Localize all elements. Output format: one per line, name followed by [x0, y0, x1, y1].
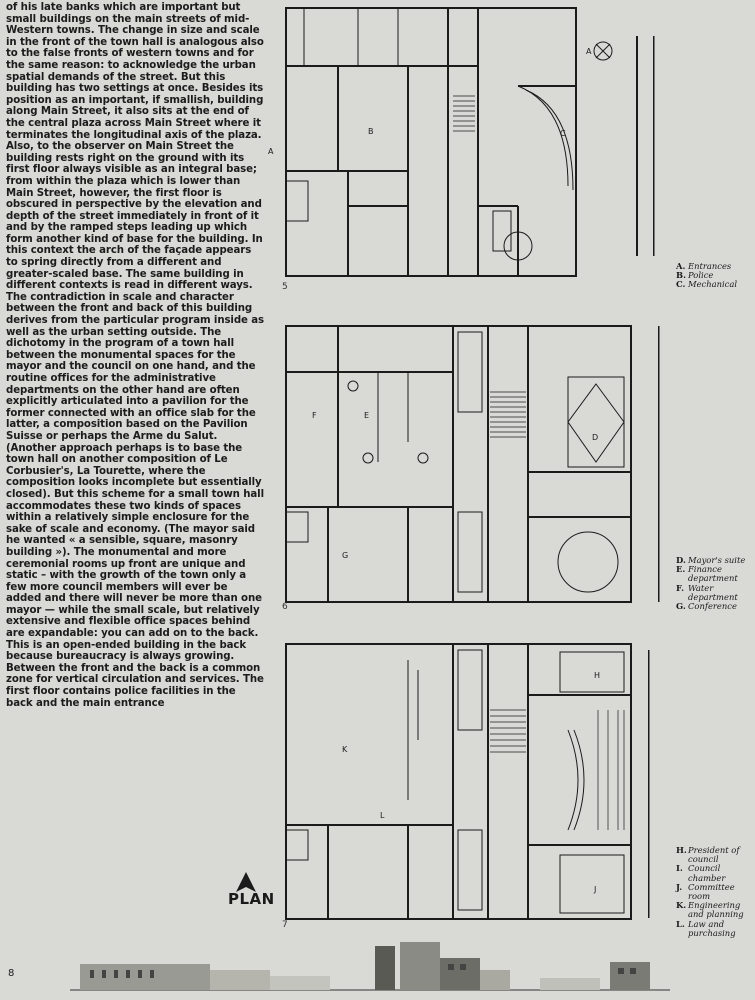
- room-label: A: [268, 147, 274, 156]
- figure-number: 7: [282, 920, 288, 930]
- legend-text: Finance department: [688, 564, 738, 584]
- figure-number: 5: [282, 282, 288, 292]
- legend-key: G.: [676, 601, 686, 612]
- legend-key: E.: [676, 564, 686, 575]
- street-elevation-image: [70, 940, 670, 996]
- legend-text: Engineering and planning: [688, 900, 744, 920]
- legend-figure-7: [676, 846, 755, 938]
- legend-text: Water department: [688, 582, 738, 602]
- legend-key: F.: [676, 582, 685, 593]
- legend-key: K.: [676, 900, 687, 911]
- room-label: F: [312, 411, 317, 420]
- article-text-column: [6, 2, 264, 709]
- figure-number: 6: [282, 602, 288, 612]
- legend-key: A.: [676, 261, 686, 271]
- article-body: [6, 2, 264, 709]
- legend-text: Council chamber: [688, 863, 726, 883]
- legend-text: Law and purchasing: [688, 918, 736, 938]
- legend-key: J.: [676, 881, 683, 892]
- room-label: J: [594, 885, 597, 894]
- room-label: H: [594, 671, 601, 680]
- legend-key: I.: [676, 863, 683, 874]
- room-label: E: [364, 411, 370, 420]
- room-label: L: [380, 811, 385, 820]
- page-number: 8: [8, 968, 15, 979]
- legend-key: D.: [676, 555, 686, 565]
- legend-text: Mechanical: [688, 279, 738, 290]
- legend-figure-6: [676, 556, 755, 611]
- legend-key: B.: [676, 270, 686, 281]
- legend-text: Police: [688, 270, 714, 281]
- floor-plan-figure-5: [268, 6, 668, 296]
- legend-text: Mayor's suite: [688, 555, 746, 565]
- room-label: C: [560, 129, 566, 138]
- legend-text: Committee room: [688, 881, 735, 902]
- room-label: K: [342, 745, 348, 754]
- legend-figure-5: [676, 262, 737, 290]
- room-label: G: [342, 551, 349, 560]
- floor-plan-figure-6: [268, 322, 668, 612]
- plan-label: PLAN: [228, 890, 275, 908]
- article-paragraph-2: The contradiction in scale and character between the front and back of this building derives from the particular program inside as well as the urban setting outside. The dichotomy in the program of a town hall between the monumental spaces for the mayor and the council on one hand, and the routine offices for the administrative departments on the other hand are often explicitly articulated into a pavilion for the former connected with an office slab for the latter, a composition based on the Pavilion Suisse or perhaps the Arme du Salut. (Another approach perhaps is to base the town hall on another composition of Le Corbusier's, La Tourette, where the composition looks incomplete but essentially closed). But this scheme for a small town hall accommodates these two kinds of spaces within a relatively simple enclosure for the sake of scale and economy. (The mayor said he wanted « a sensible, square, masonry building »). The monumental and more ceremonial rooms up front are unique and static – with the growth of the town only a few more council members will ever be added and there will never be more than one mayor — while the small scale, but relatively extensive and flexible office spaces behind are expandable: you can add on to the back. This is an open-ended building in the back because bureaucracy is always growing. Between the front and the back is a common zone for vertical circulation and services. The first floor contains police facilities in the back and the main entrance: [6, 291, 265, 709]
- legend-key: H.: [676, 845, 687, 855]
- room-label: D: [592, 433, 599, 442]
- article-paragraph-1: of his late banks which are important but small buildings on the main streets of mid-Western towns. The change in size and scale in the front of the town hall is analogous also to the false fronts of western towns and for the same reason: to acknowledge the urban spatial demands of the street. But this building has two settings at once. Besides its position as an important, if smallish, building along Main Street, it also sits at the end of the central plaza across Main Street where it terminates the longitudinal axis of the plaza. Also, to the observer on Main Street the building rests right on the ground with its first floor always visible as an integral base; from within the plaza which is lower than Main Street, however, the first floor is obscured in perspective by the elevation and depth of the street immediately in front of it and by the ramped steps leading up which form another kind of base for the building. In this context the arch of the façade appears to spring directly from a different and greater-scaled base. The same building in different contexts is read in different ways.: [6, 2, 264, 292]
- legend-key: L.: [676, 918, 685, 929]
- legend-text: Entrances: [688, 261, 732, 271]
- legend-text: President of council: [688, 845, 740, 865]
- room-label: A: [586, 47, 592, 56]
- floor-plan-figure-7: [268, 640, 668, 932]
- legend-text: Conference: [688, 601, 737, 612]
- legend-key: C.: [676, 279, 686, 290]
- room-label: B: [368, 127, 374, 136]
